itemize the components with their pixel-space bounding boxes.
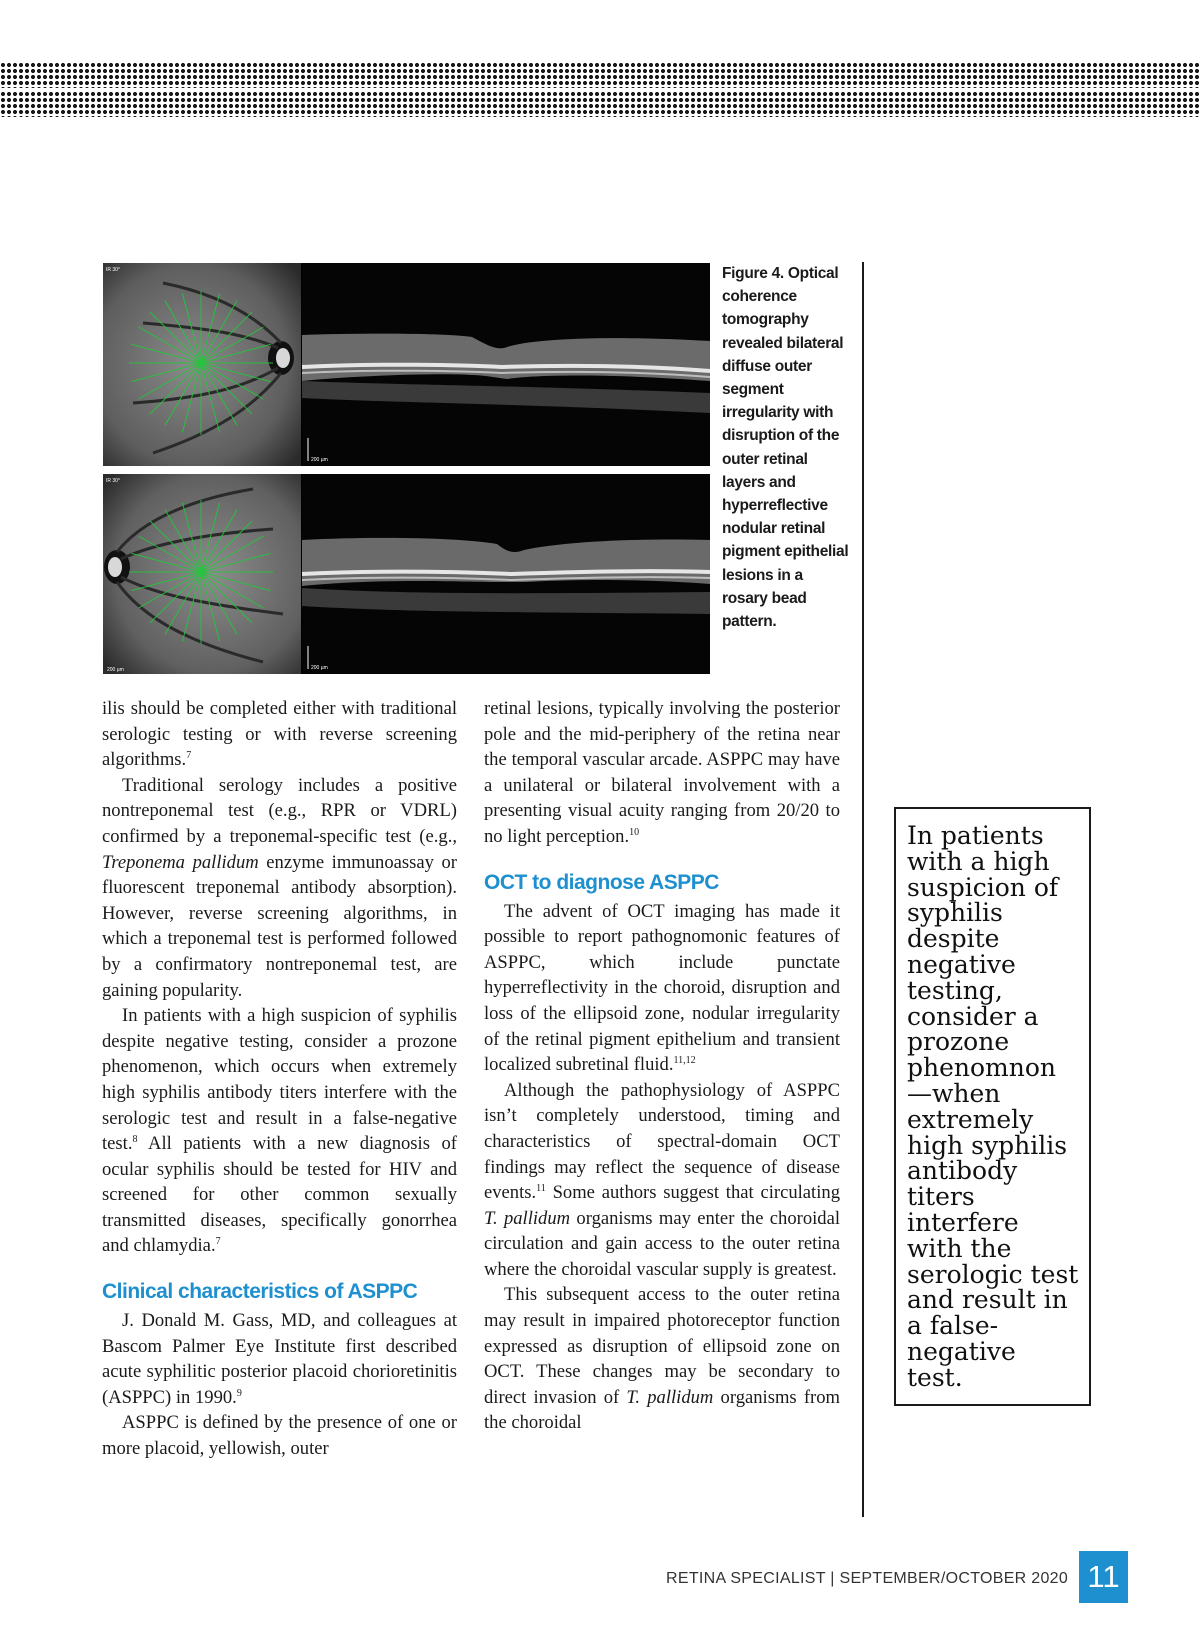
footer-publication: RETINA SPECIALIST | SEPTEMBER/OCTOBER 2020 xyxy=(666,1570,1069,1587)
fundus-label: IR 30° xyxy=(106,267,120,273)
figure-oct-bottom-row xyxy=(103,474,710,674)
pull-quote: In patients with a high suspicion of syphilis despite negative testing, consider a prozone phenomnon —when extremely high syphilis antibody titers interfere with the serologic test and result in a false-negative test. xyxy=(894,807,1091,1406)
oct-scan-left-eye xyxy=(302,474,710,674)
column-divider xyxy=(862,262,864,1517)
article-column-2 xyxy=(484,696,840,1436)
section-heading: OCT to diagnose ASPPC xyxy=(484,870,719,894)
paragraph: Traditional serology includes a positive nontreponemal test (e.g., RPR or VDRL) confirmed by a treponemal-specific test (e.g., Treponema pallidum enzyme immunoassay or fluorescent treponemal antibody absorption). However, reverse screening algorithms, in which a treponemal test is performed followed by a confirmatory nontreponemal test, are gaining popularity. xyxy=(102,774,457,1001)
paragraph: ilis should be completed either with traditional serologic testing or with reverse screening algorithms.$^7$ xyxy=(102,698,457,771)
section-heading: Clinical characteristics of ASPPC xyxy=(102,1280,418,1304)
header-dot-pattern xyxy=(0,62,1200,88)
scale-bar-label: 200 µm xyxy=(311,457,328,463)
fundus-image-right-eye xyxy=(103,263,301,466)
paragraph: retinal lesions, typically involving the posterior pole and the mid-periphery of the retina near the temporal vascular arcade. ASPPC may have a unilateral or bilateral involvement with a presenting visual acuity ranging from 20/20 to no light perception.$^{10}$ xyxy=(484,698,840,847)
figure-caption: Figure 4. Optical coherence tomography revealed bilateral diffuse outer segment irregularity with disruption of the outer retinal layers and hyperreflective nodular retinal pigment epithelial lesions in a rosary bead pattern. xyxy=(722,265,849,631)
figure-oct-top-row xyxy=(103,263,710,466)
fundus-label: IR 30° xyxy=(106,478,120,484)
fundus-scale-label: 200 µm xyxy=(107,667,124,673)
paragraph: The advent of OCT imaging has made it possible to report pathognomonic features of ASPPC, which include punctate hyperreflectivity in the choroid, disruption and loss of the ellipsoid zone, nodular irregularity of the retinal pigment epithelium and transient localized subretinal fluid.$^{11,12}$ xyxy=(484,900,840,1076)
page-number: 11 xyxy=(1079,1551,1128,1603)
scale-bar-label: 200 µm xyxy=(311,665,328,671)
paragraph: This subsequent access to the outer retina may result in impaired photoreceptor function expressed as disruption of ellipsoid zone on OCT. These changes may be secondary to direct invasion of T. pallidum organisms from the choroidal xyxy=(484,1284,840,1434)
scan-center xyxy=(198,360,204,366)
paragraph: In patients with a high suspicion of syphilis despite negative testing, consider a prozone phenomenon, which occurs when extremely high syphilis antibody titers interfere with the serologic test and result in a false-negative test.$^8$ All patients with a new diagnosis of ocular syphilis should be tested for HIV and screened for other common sexually transmitted diseases, specifically gonorrhea and chlamydia.$^7$ xyxy=(102,1005,457,1257)
scan-center xyxy=(198,569,204,575)
header-dot-pattern xyxy=(0,91,1200,117)
paragraph: J. Donald M. Gass, MD, and colleagues at Bascom Palmer Eye Institute first described acute syphilitic posterior placoid chorioretinitis (ASPPC) in 1990.$^9$ xyxy=(102,1310,457,1408)
article-column-1 xyxy=(102,696,457,1462)
oct-scan-right-eye xyxy=(302,263,710,466)
fundus-image-left-eye xyxy=(103,474,301,674)
paragraph: ASPPC is defined by the presence of one or more placoid, yellowish, outer xyxy=(102,1412,457,1460)
paragraph: Although the pathophysiology of ASPPC isn’t completely understood, timing and characteristics of spectral-domain OCT findings may reflect the sequence of disease events.$^{11}$ Some authors suggest that circulating T. pallidum organisms may enter the choroidal circulation and gain access to the outer retina where the choroidal vascular supply is greatest. xyxy=(484,1079,841,1280)
